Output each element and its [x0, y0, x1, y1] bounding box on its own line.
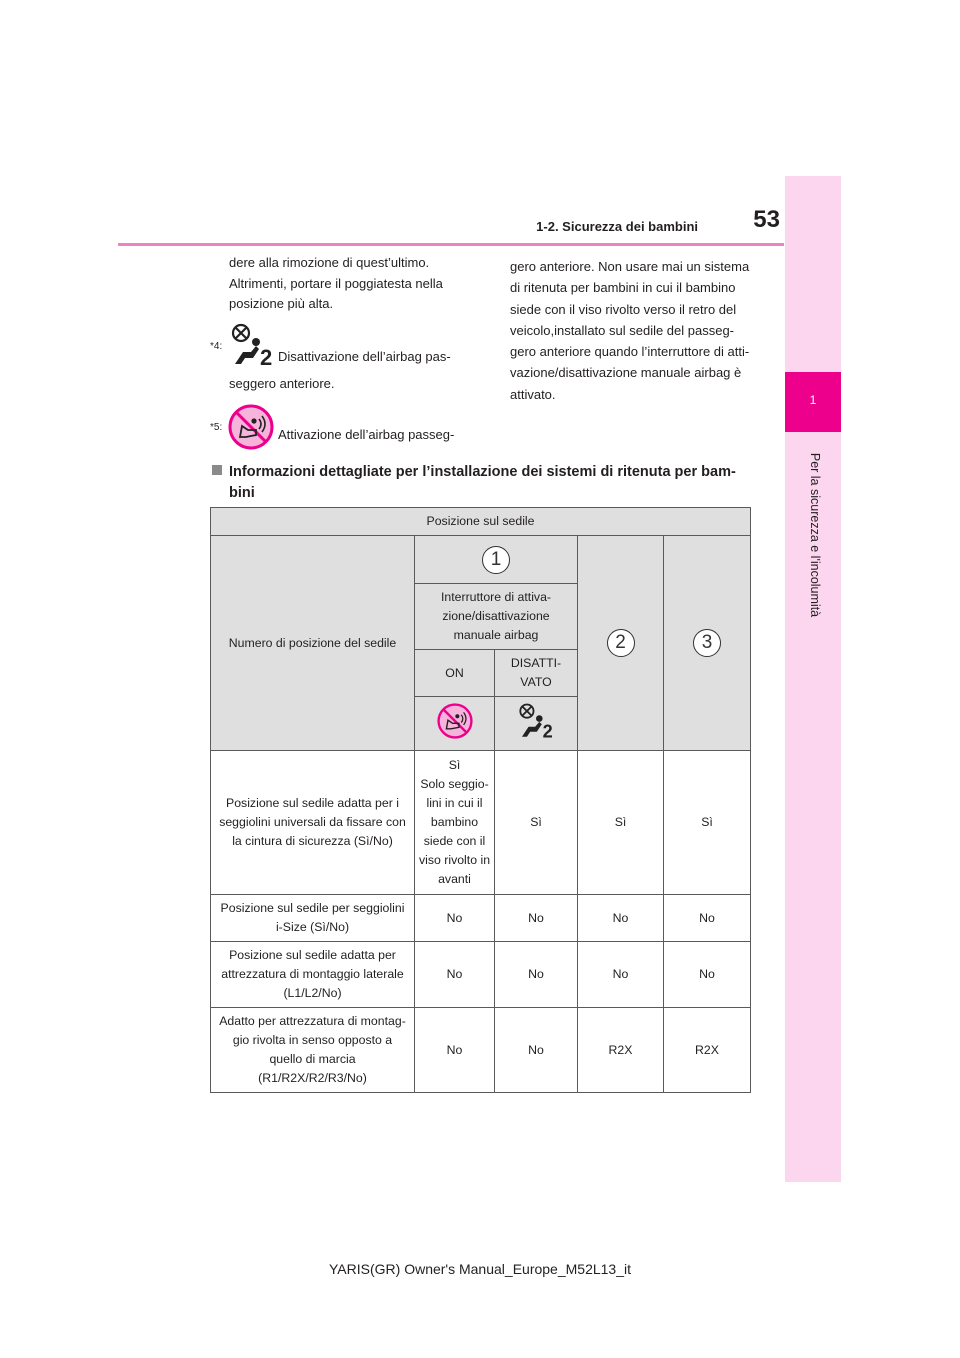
- table-row: [211, 1008, 751, 1093]
- row-label: Posizione sul sedile adatta per attrezzatura di montaggio laterale (L1/L2/No): [211, 942, 415, 1008]
- cell-seat-2: Sì: [578, 751, 664, 895]
- chapter-number: 1: [809, 393, 817, 407]
- text-line: posizione più alta.: [229, 296, 334, 311]
- text-line: Altrimenti, portare il poggiatesta nella: [229, 275, 443, 291]
- airbag-on-icon: [228, 404, 274, 450]
- seat-number-label: Numero di posizione del sedile: [211, 536, 415, 751]
- row-label: Adatto per attrezzatura di montag- gio rivolta in senso opposto a quello di marcia (R1/R2X/R2/R3/No): [211, 1008, 415, 1093]
- section-title: 1-2. Sicurezza dei bambini: [536, 219, 698, 234]
- row-label: Posizione sul sedile adatta per i seggiolini universali da fissare con la cintura di sicurezza (Sì/No): [211, 751, 415, 895]
- cell-off: Sì: [495, 751, 578, 895]
- table-row: [211, 942, 751, 1008]
- svg-text:2: 2: [260, 345, 273, 368]
- text-line: dere alla rimozione di quest’ultimo.: [229, 255, 430, 270]
- seat-1-cell: [415, 536, 578, 584]
- cell-off: No: [495, 895, 578, 942]
- note4-text-b: seggero anteriore.: [229, 376, 335, 391]
- seat-number-2: 2: [607, 629, 635, 657]
- seat-position-table: [210, 507, 751, 1093]
- cell-on: No: [415, 942, 495, 1008]
- seat-number-1: 1: [482, 546, 510, 574]
- cell-seat-2: No: [578, 942, 664, 1008]
- note5-text-a: Attivazione dell’airbag passeg-: [278, 427, 455, 442]
- cell-on: No: [415, 895, 495, 942]
- svg-text:2: 2: [542, 721, 553, 740]
- text-line: attivato.: [510, 386, 556, 402]
- left-paragraph: [229, 253, 489, 315]
- note4-mark: *4:: [210, 341, 223, 352]
- cell-on: Sì Solo seggio- lini in cui il bambino siede con il viso rivolto in avanti: [415, 751, 495, 895]
- manual-footer: YARIS(GR) Owner's Manual_Europe_M52L13_it: [329, 1261, 631, 1277]
- text-line: gero anteriore. Non usare mai un sistema: [510, 259, 750, 274]
- chapter-title: Per la sicurezza e l'incolumità: [808, 452, 822, 618]
- airbag-off-icon: [229, 322, 275, 368]
- cell-on: No: [415, 1008, 495, 1093]
- table-row: [211, 751, 751, 895]
- cell-seat-2: No: [578, 895, 664, 942]
- seat-3-cell: [664, 536, 751, 751]
- table-row: [211, 895, 751, 942]
- switch-on-label: ON: [415, 650, 495, 697]
- note5-mark: *5:: [210, 422, 223, 433]
- airbag-off-icon: [517, 702, 555, 740]
- row-label: Posizione sul sedile per seggiolini i-Size (Sì/No): [211, 895, 415, 942]
- cell-seat-3: No: [664, 942, 751, 1008]
- table-header-title: Posizione sul sedile: [211, 508, 751, 536]
- switch-off-label: DISATTI- VATO: [495, 650, 578, 697]
- airbag-off-icon-cell: [495, 697, 578, 751]
- text-line: di ritenuta per bambini in cui il bambino: [510, 280, 736, 296]
- seat-number-3: 3: [693, 629, 721, 657]
- chapter-side-strip: [785, 176, 841, 1182]
- cell-seat-3: No: [664, 895, 751, 942]
- cell-seat-2: R2X: [578, 1008, 664, 1093]
- page-number: 53: [753, 206, 780, 233]
- airbag-on-icon-cell: [415, 697, 495, 751]
- text-line: vazione/disattivazione manuale airbag è: [510, 365, 742, 381]
- cell-off: No: [495, 1008, 578, 1093]
- note4-text-a: Disattivazione dell’airbag pas-: [278, 349, 451, 364]
- right-paragraph: [510, 256, 770, 405]
- text-line: siede con il viso rivolto verso il retro del: [510, 301, 737, 317]
- cell-seat-3: R2X: [664, 1008, 751, 1093]
- section-heading: Informazioni dettagliate per l’installazione dei sistemi di ritenuta per bam- bini: [229, 464, 736, 501]
- cell-off: No: [495, 942, 578, 1008]
- airbag-on-icon: [437, 703, 473, 739]
- header-divider: [118, 243, 784, 246]
- text-line: gero anteriore quando l’interruttore di atti-: [510, 344, 750, 360]
- airbag-switch-label: Interruttore di attiva- zione/disattivazione manuale airbag: [415, 584, 578, 650]
- text-line: veicolo,installato sul sedile del passeg-: [510, 322, 735, 338]
- bullet-square-icon: [212, 465, 222, 475]
- seat-2-cell: [578, 536, 664, 751]
- cell-seat-3: Sì: [664, 751, 751, 895]
